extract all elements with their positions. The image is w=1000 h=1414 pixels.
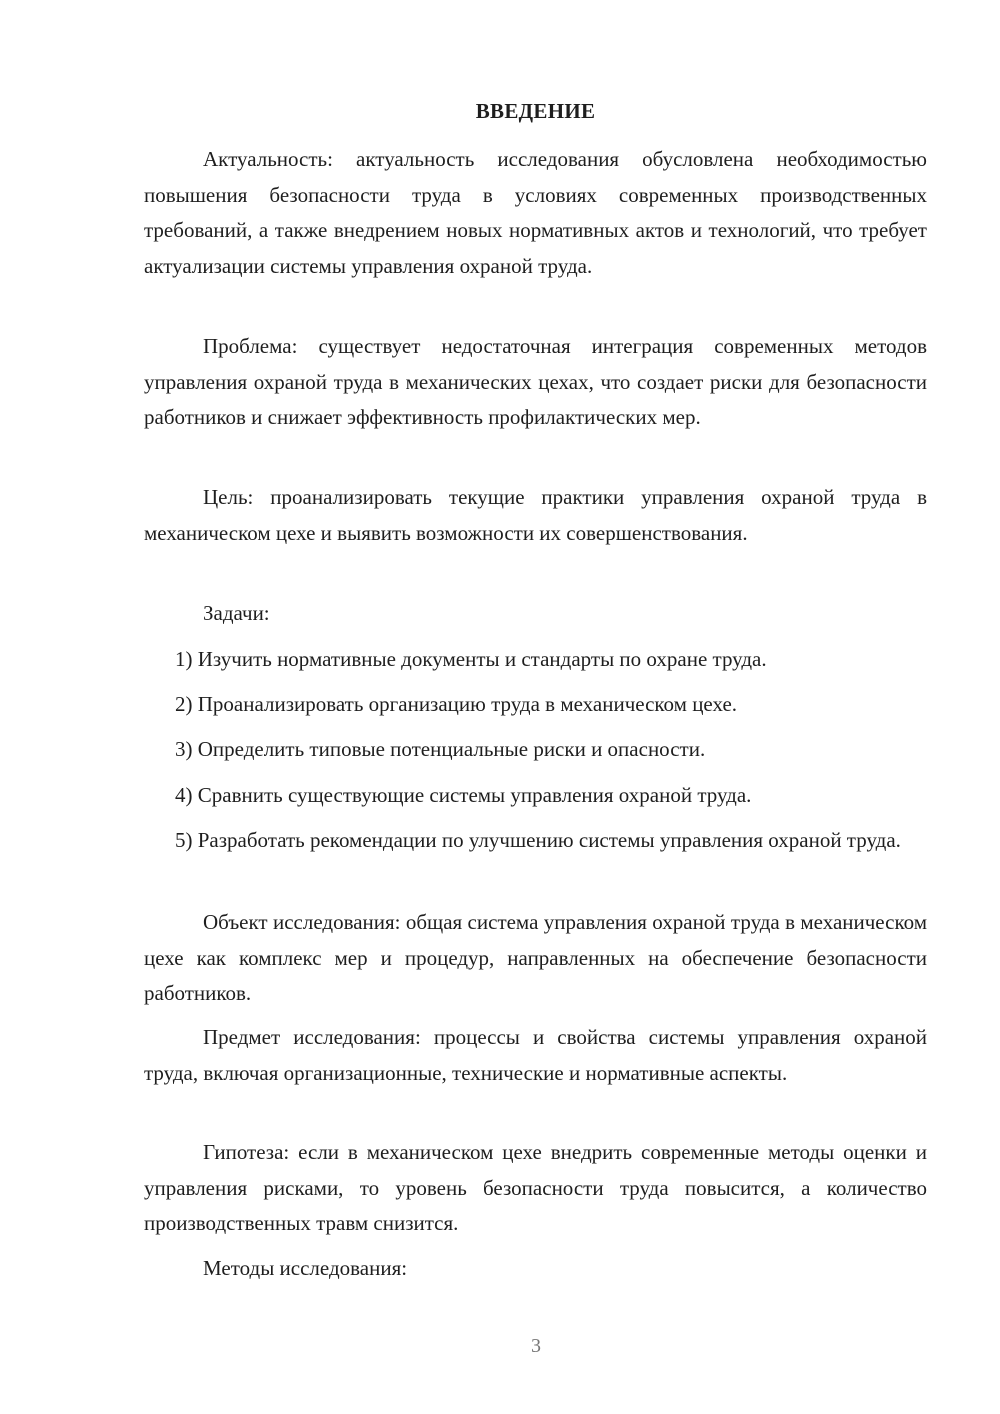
relevance-paragraph: Актуальность: актуальность исследования обусловлена необходимостью повышения безопасности труда в условиях современных производственных требований, а также внедрением новых нормативных актов и технологий, что требует актуализации системы управления охраной труда. xyxy=(144,147,927,278)
task-item-4: 4) Сравнить существующие системы управления охраной труда. xyxy=(175,783,752,807)
object-paragraph: Объект исследования: общая система управления охраной труда в механическом цехе как комплекс мер и процедур, направленных на обеспечение безопасности работников. xyxy=(144,910,927,1005)
hypothesis-paragraph: Гипотеза: если в механическом цехе внедрить современные методы оценки и управления рисками, то уровень безопасности труда повысится, а количество производственных травм снизится. xyxy=(144,1140,927,1235)
goal-paragraph: Цель: проанализировать текущие практики управления охраной труда в механическом цехе и выявить возможности их совершенствования. xyxy=(144,485,927,545)
tasks-heading: Задачи: xyxy=(203,601,270,625)
task-item-3: 3) Определить типовые потенциальные риски и опасности. xyxy=(175,737,706,761)
task-item-5: 5) Разработать рекомендации по улучшению системы управления охраной труда. xyxy=(175,828,901,852)
task-item-1: 1) Изучить нормативные документы и стандарты по охране труда. xyxy=(175,647,767,671)
problem-paragraph: Проблема: существует недостаточная интеграция современных методов управления охраной труда в механических цехах, что создает риски для безопасности работников и снижает эффективность профилактических мер. xyxy=(144,334,927,429)
page-number: 3 xyxy=(531,1335,541,1357)
methods-heading: Методы исследования: xyxy=(203,1256,408,1280)
subject-paragraph: Предмет исследования: процессы и свойства системы управления охраной труда, включая организационные, технические и нормативные аспекты. xyxy=(144,1025,927,1085)
section-title: ВВЕДЕНИЕ xyxy=(475,99,596,123)
task-item-2: 2) Проанализировать организацию труда в механическом цехе. xyxy=(175,692,738,716)
